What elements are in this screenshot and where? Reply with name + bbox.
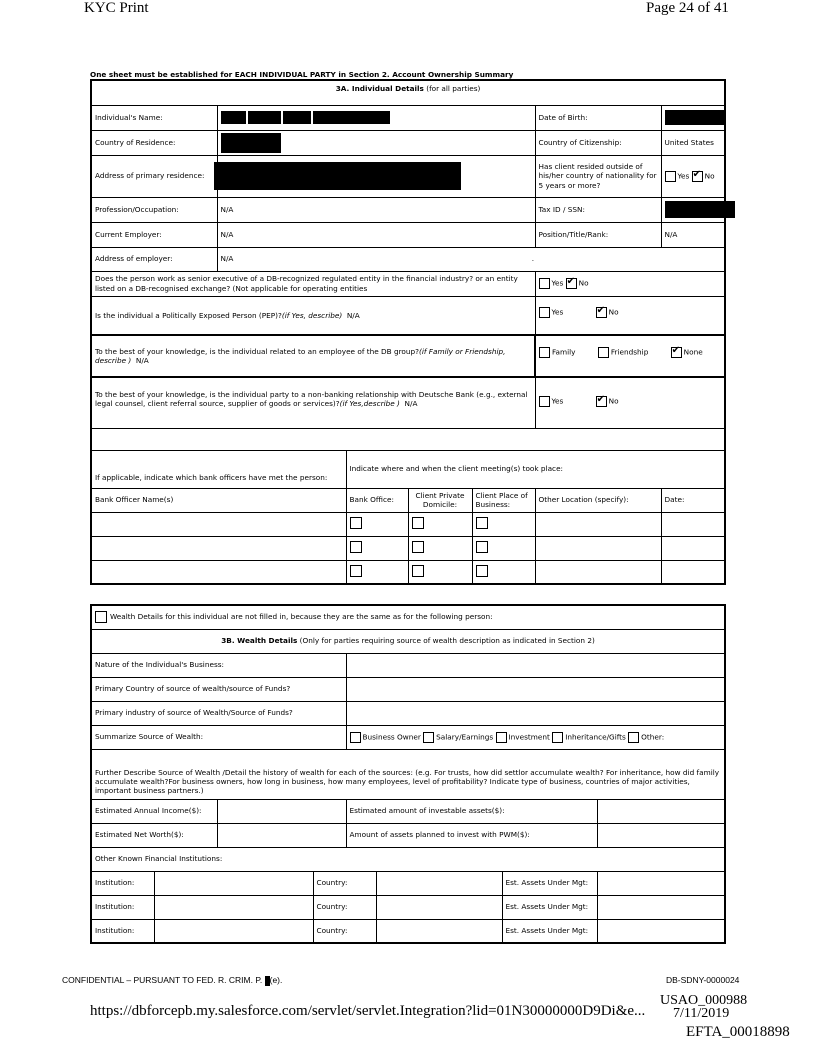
- wealth-same-checkbox[interactable]: [95, 611, 107, 623]
- domicile-cell: [408, 560, 472, 584]
- nature-value[interactable]: [346, 653, 725, 677]
- pwm-label: Amount of assets planned to invest with PWM($):: [346, 823, 597, 847]
- date-cell[interactable]: [661, 536, 725, 560]
- domicile-checkbox[interactable]: [412, 565, 424, 577]
- income-label: Estimated Annual Income($):: [91, 799, 217, 823]
- resided-question: Has client resided outside of his/her country of nationality for 5 years or more?: [535, 155, 661, 197]
- name-value: [217, 105, 535, 130]
- aum-label: Est. Assets Under Mgt:: [502, 895, 597, 919]
- source-industry-value[interactable]: [346, 701, 725, 725]
- institution-value[interactable]: [154, 919, 313, 943]
- col-other-location: Other Location (specify):: [535, 488, 661, 512]
- summarize-options: Business Owner Salary/Earnings Investment Inheritance/Gifts Other:: [346, 725, 725, 749]
- related-none-checkbox[interactable]: [671, 347, 682, 358]
- table-row: [91, 919, 725, 943]
- employer-address-label: Address of employer:: [91, 247, 217, 271]
- other-fi-label: Other Known Financial Institutions:: [91, 847, 725, 871]
- pep-question: Is the individual a Politically Exposed Person (PEP)?(if Yes, describe) N/A: [91, 296, 535, 335]
- institution-label: Institution:: [91, 919, 154, 943]
- pep-yes-checkbox[interactable]: [539, 307, 550, 318]
- senior-yes-checkbox[interactable]: [539, 278, 550, 289]
- other-location-cell[interactable]: [535, 560, 661, 584]
- col-date: Date:: [661, 488, 725, 512]
- section-3a-title: 3A. Individual Details (for all parties): [91, 80, 725, 105]
- other-location-cell[interactable]: [535, 536, 661, 560]
- source-industry-label: Primary industry of source of Wealth/Source of Funds?: [91, 701, 346, 725]
- pep-answer: Yes ✔ No: [535, 296, 725, 335]
- institution-value[interactable]: [154, 871, 313, 895]
- country-label: Country:: [313, 871, 376, 895]
- header-title: KYC Print: [84, 0, 149, 16]
- pwm-value[interactable]: [597, 823, 725, 847]
- income-value[interactable]: [217, 799, 346, 823]
- bank-office-checkbox[interactable]: [350, 517, 362, 529]
- place-cell: [472, 560, 535, 584]
- investment-checkbox[interactable]: [496, 732, 507, 743]
- bank-office-cell: [346, 512, 408, 536]
- senior-no-checkbox[interactable]: [566, 278, 577, 289]
- bank-office-cell: [346, 536, 408, 560]
- related-family-checkbox[interactable]: [539, 347, 550, 358]
- address-value: [217, 155, 535, 197]
- place-checkbox[interactable]: [476, 517, 488, 529]
- business-owner-checkbox[interactable]: [350, 732, 361, 743]
- bank-office-checkbox[interactable]: [350, 541, 362, 553]
- nature-label: Nature of the Individual's Business:: [91, 653, 346, 677]
- profession-label: Profession/Occupation:: [91, 197, 217, 222]
- wealth-details-table: [90, 604, 726, 944]
- place-checkbox[interactable]: [476, 541, 488, 553]
- residence-value: [217, 130, 535, 155]
- confidential-notice: CONFIDENTIAL – PURSUANT TO FED. R. CRIM. P. (e).: [62, 975, 283, 985]
- bates-number: DB-SDNY-0000024: [666, 975, 740, 985]
- aum-label: Est. Assets Under Mgt:: [502, 871, 597, 895]
- country-label: Country:: [313, 895, 376, 919]
- networth-label: Estimated Net Worth($):: [91, 823, 217, 847]
- place-checkbox[interactable]: [476, 565, 488, 577]
- spacer-row: [91, 428, 725, 450]
- col-client-domicile: Client Private Domicile:: [408, 488, 472, 512]
- aum-label: Est. Assets Under Mgt:: [502, 919, 597, 943]
- pep-no-checkbox[interactable]: [596, 307, 607, 318]
- related-answer: Family Friendship ✔ None: [535, 335, 725, 377]
- institution-value[interactable]: [154, 895, 313, 919]
- residence-label: Country of Residence:: [91, 130, 217, 155]
- position-label: Position/Title/Rank:: [535, 222, 661, 247]
- citizenship-value: United States: [661, 130, 725, 155]
- country-value[interactable]: [376, 871, 502, 895]
- related-friendship-checkbox[interactable]: [598, 347, 609, 358]
- officers-question: If applicable, indicate which bank officers have met the person:: [91, 450, 346, 488]
- place-cell: [472, 536, 535, 560]
- position-value: N/A: [661, 222, 725, 247]
- table-row: [91, 560, 725, 584]
- table-row: [91, 536, 725, 560]
- individual-details-table: [90, 79, 726, 585]
- print-url[interactable]: https://dbforcepb.my.salesforce.com/servlet/servlet.Integration?lid=01N30000000D9Di&e...: [90, 1003, 646, 1019]
- inheritance-checkbox[interactable]: [552, 732, 563, 743]
- dob-value: [661, 105, 725, 130]
- institution-label: Institution:: [91, 871, 154, 895]
- meeting-question: Indicate where and when the client meeting(s) took place:: [346, 450, 725, 488]
- senior-exec-answer: Yes ✔ No: [535, 271, 725, 296]
- resided-yes-checkbox[interactable]: [665, 171, 676, 182]
- table-row: [91, 512, 725, 536]
- instruction-text: One sheet must be established for EACH INDIVIDUAL PARTY in Section 2. Account Ownership Summary: [90, 70, 514, 79]
- institution-label: Institution:: [91, 895, 154, 919]
- aum-value[interactable]: [597, 871, 725, 895]
- source-country-value[interactable]: [346, 677, 725, 701]
- usao-stamp: USAO_000988: [660, 993, 748, 1008]
- senior-exec-question: Does the person work as senior executive of a DB-recognized regulated entity in the financial industry? or an entity listed on a DB-recognised exchange? (Not applicable for operating entities: [91, 271, 535, 296]
- citizenship-label: Country of Citizenship:: [535, 130, 661, 155]
- date-cell[interactable]: [661, 560, 725, 584]
- bank-office-cell: [346, 560, 408, 584]
- nonbank-answer: Yes ✔ No: [535, 377, 725, 428]
- col-officer-name: Bank Officer Name(s): [91, 488, 346, 512]
- resided-answer: Yes ✔ No: [661, 155, 725, 197]
- further-describe: Further Describe Source of Wealth /Detail the history of wealth for each of the sources: (e.g. For trusts, how did settlor accumulate wealth? For inheritance, how did family accumulate wealth?For business owners, how long in business, how many employees, level of profitability? Indicate type of business, countries of major activities, important business partners.): [91, 749, 725, 799]
- nonbank-no-checkbox[interactable]: [596, 396, 607, 407]
- employer-value: N/A: [217, 222, 535, 247]
- aum-value[interactable]: [597, 895, 725, 919]
- investable-label: Estimated amount of investable assets($):: [346, 799, 597, 823]
- domicile-checkbox[interactable]: [412, 517, 424, 529]
- employer-label: Current Employer:: [91, 222, 217, 247]
- salary-checkbox[interactable]: [423, 732, 434, 743]
- col-bank-office: Bank Office:: [346, 488, 408, 512]
- officer-name-cell[interactable]: [91, 536, 346, 560]
- wealth-same-as-row: Wealth Details for this individual are not filled in, because they are the same as for the following person:: [91, 605, 725, 629]
- bank-office-checkbox[interactable]: [350, 565, 362, 577]
- country-label: Country:: [313, 919, 376, 943]
- table-row: [91, 871, 725, 895]
- section-3b-title: 3B. Wealth Details (Only for parties requiring source of wealth description as indicated in Section 2): [91, 629, 725, 653]
- other-location-cell[interactable]: [535, 512, 661, 536]
- nonbank-question: To the best of your knowledge, is the individual party to a non-banking relationship with Deutsche Bank (e.g., external legal counsel, client referral source, supplier of goods or services)?(if Yes,describe ) N/A: [91, 377, 535, 428]
- domicile-cell: [408, 512, 472, 536]
- address-label: Address of primary residence:: [91, 155, 217, 197]
- officer-name-cell[interactable]: [91, 512, 346, 536]
- country-value[interactable]: [376, 919, 502, 943]
- taxid-value: [661, 197, 725, 222]
- networth-value[interactable]: [217, 823, 346, 847]
- domicile-cell: [408, 536, 472, 560]
- employer-address-value: N/A .: [217, 247, 725, 271]
- resided-no-checkbox[interactable]: [692, 171, 703, 182]
- page-number: Page 24 of 41: [646, 0, 729, 16]
- place-cell: [472, 512, 535, 536]
- officer-name-cell[interactable]: [91, 560, 346, 584]
- profession-value: N/A: [217, 197, 535, 222]
- investable-value[interactable]: [597, 799, 725, 823]
- date-cell[interactable]: [661, 512, 725, 536]
- nonbank-yes-checkbox[interactable]: [539, 396, 550, 407]
- efta-stamp: EFTA_00018898: [686, 1024, 790, 1040]
- other-checkbox[interactable]: [628, 732, 639, 743]
- dob-label: Date of Birth:: [535, 105, 661, 130]
- print-date: 7/11/2019: [673, 1006, 730, 1021]
- summarize-label: Summarize Source of Wealth:: [91, 725, 346, 749]
- aum-value[interactable]: [597, 919, 725, 943]
- col-client-place: Client Place of Business:: [472, 488, 535, 512]
- country-value[interactable]: [376, 895, 502, 919]
- taxid-label: Tax ID / SSN:: [535, 197, 661, 222]
- table-row: [91, 895, 725, 919]
- name-label: Individual's Name:: [91, 105, 217, 130]
- source-country-label: Primary Country of source of wealth/source of Funds?: [91, 677, 346, 701]
- related-question: To the best of your knowledge, is the individual related to an employee of the DB group?(if Family or Friendship, describe ) N/A: [91, 335, 535, 377]
- domicile-checkbox[interactable]: [412, 541, 424, 553]
